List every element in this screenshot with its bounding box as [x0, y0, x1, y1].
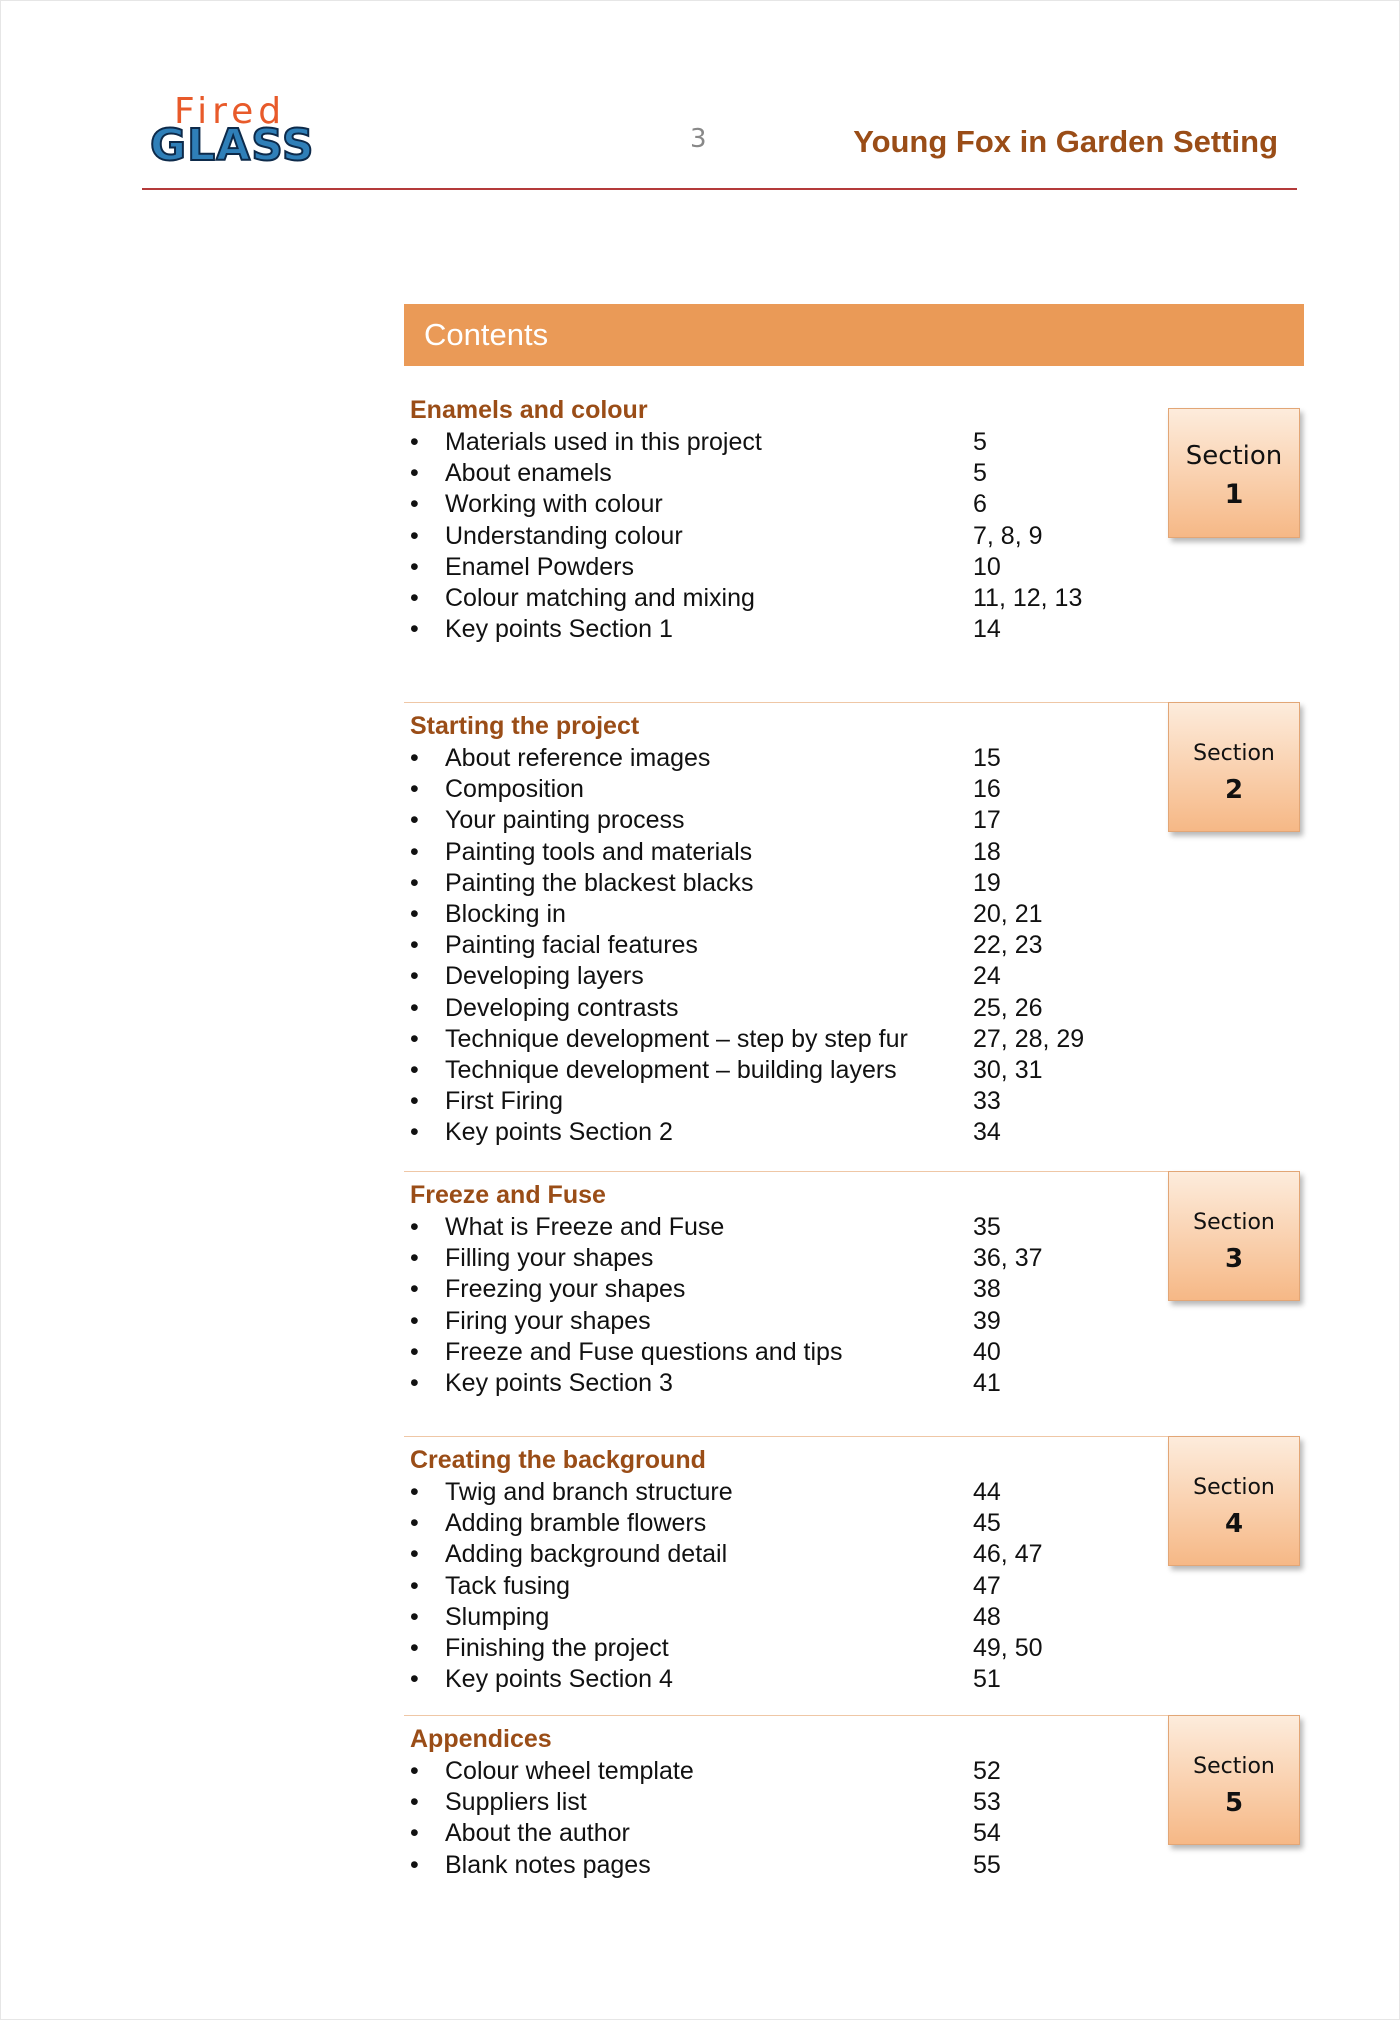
contents-banner — [404, 304, 1304, 366]
toc-entry — [410, 1756, 1150, 1787]
toc-entry-pages: 52 — [973, 1757, 1001, 1785]
bullet-icon: • — [410, 1337, 419, 1366]
toc-entry — [410, 961, 1150, 992]
bullet-icon: • — [410, 459, 419, 488]
toc-entry-pages: 17 — [973, 806, 1001, 835]
document-title: Young Fox in Garden Setting — [853, 124, 1278, 159]
toc-entry-label: Developing contrasts — [445, 993, 679, 1022]
bullet-icon: • — [410, 806, 419, 835]
toc-entry — [410, 1055, 1150, 1086]
toc-entry-pages: 33 — [973, 1087, 1001, 1116]
toc-entry-label: Enamel Powders — [445, 552, 634, 581]
toc-entry-label: About the author — [445, 1819, 630, 1848]
bullet-icon: • — [410, 1478, 419, 1506]
page-number: 3 — [690, 124, 707, 154]
bullet-icon: • — [410, 993, 419, 1022]
toc-entry-label: Suppliers list — [445, 1788, 587, 1817]
toc-entry-label: Key points Section 2 — [445, 1118, 673, 1147]
bullet-icon: • — [410, 1788, 419, 1817]
toc-entry-pages: 14 — [973, 615, 1001, 644]
toc-entry-pages: 30, 31 — [973, 1056, 1043, 1084]
toc-entry — [410, 614, 1150, 645]
toc-entry-label: First Firing — [445, 1087, 564, 1116]
toc-entry-pages: 24 — [973, 962, 1001, 991]
section-divider — [404, 702, 1184, 703]
toc-entry-pages: 40 — [973, 1337, 1001, 1366]
toc-entry-pages: 47 — [973, 1571, 1001, 1600]
toc-entry-label: Technique development – step by step fur — [445, 1024, 908, 1053]
toc-entry-label: About enamels — [445, 459, 612, 488]
toc-entry — [410, 837, 1150, 868]
toc-entry — [410, 1212, 1150, 1243]
bullet-icon: • — [410, 1306, 419, 1335]
toc-entry-pages: 19 — [973, 868, 1001, 897]
toc-entry-label: Freeze and Fuse questions and tips — [445, 1337, 843, 1366]
bullet-icon: • — [410, 1819, 419, 1848]
toc-entry — [410, 552, 1150, 583]
toc-entry — [410, 1243, 1150, 1274]
section-heading: Appendices — [410, 1725, 552, 1753]
bullet-icon: • — [410, 428, 419, 456]
toc-entry-pages: 44 — [973, 1478, 1001, 1506]
bullet-icon: • — [410, 1244, 419, 1273]
toc-entry-pages: 55 — [973, 1850, 1001, 1879]
toc-entry-label: Your painting process — [445, 806, 685, 835]
toc-entry — [410, 1368, 1150, 1399]
toc-entry — [410, 1024, 1150, 1055]
toc-entry-pages: 25, 26 — [973, 993, 1043, 1022]
toc-entry-pages: 7, 8, 9 — [973, 521, 1043, 550]
toc-entry-label: Developing layers — [445, 962, 644, 991]
section-number-box — [1168, 702, 1300, 832]
section-box-number: 5 — [1224, 1788, 1244, 1818]
toc-entry — [410, 805, 1150, 836]
toc-entry-pages: 54 — [973, 1819, 1001, 1848]
toc-entry — [410, 1508, 1150, 1539]
bullet-icon: • — [410, 775, 419, 804]
bullet-icon: • — [410, 1757, 419, 1785]
bullet-icon: • — [410, 615, 419, 644]
bullet-icon: • — [410, 1850, 419, 1879]
toc-entry-label: Filling your shapes — [445, 1244, 654, 1273]
toc-entry-pages: 35 — [973, 1213, 1001, 1241]
toc-entry-pages: 53 — [973, 1788, 1001, 1817]
toc-entry-pages: 5 — [973, 428, 987, 456]
toc-entry-pages: 49, 50 — [973, 1634, 1043, 1662]
toc-entry — [410, 1602, 1150, 1633]
section-number-box — [1168, 1436, 1300, 1566]
contents-title: Contents — [424, 317, 549, 352]
bullet-icon: • — [410, 1602, 419, 1631]
bullet-icon: • — [410, 868, 419, 897]
fired-glass-logo — [150, 92, 320, 172]
toc-entry — [410, 993, 1150, 1024]
toc-entry — [410, 1306, 1150, 1337]
toc-entry-pages: 20, 21 — [973, 900, 1043, 928]
toc-entry — [410, 1274, 1150, 1305]
toc-entry-pages: 15 — [973, 744, 1001, 772]
toc-entry-pages: 51 — [973, 1665, 1001, 1694]
section-number-box — [1168, 408, 1300, 538]
bullet-icon: • — [410, 1056, 419, 1084]
toc-entry-label: Technique development – building layers — [445, 1056, 897, 1084]
toc-entry-pages: 34 — [973, 1118, 1001, 1147]
toc-entry-pages: 10 — [973, 552, 1001, 581]
toc-entry-pages: 39 — [973, 1306, 1001, 1335]
bullet-icon: • — [410, 1509, 419, 1538]
section-box-number: 4 — [1224, 1509, 1244, 1539]
toc-entry-label: Understanding colour — [445, 521, 683, 550]
toc-entry-label: Tack fusing — [445, 1571, 571, 1600]
section-heading: Creating the background — [410, 1446, 706, 1474]
toc-entry — [410, 1086, 1150, 1117]
toc-entry — [410, 1633, 1150, 1664]
toc-entry-label: Firing your shapes — [445, 1306, 651, 1335]
section-heading: Freeze and Fuse — [410, 1181, 606, 1209]
toc-entry-label: Adding bramble flowers — [445, 1509, 707, 1538]
section-number-box — [1168, 1171, 1300, 1301]
toc-entry — [410, 583, 1150, 614]
toc-entry-label: Colour wheel template — [445, 1757, 694, 1785]
toc-entry — [410, 489, 1150, 520]
toc-entry — [410, 521, 1150, 552]
toc-entry-pages: 27, 28, 29 — [973, 1024, 1085, 1053]
toc-entry-label: Finishing the project — [445, 1634, 669, 1662]
toc-entry — [410, 930, 1150, 961]
toc-entry-label: Key points Section 1 — [445, 615, 673, 644]
toc-entry — [410, 1117, 1150, 1148]
toc-entry-label: Materials used in this project — [445, 428, 762, 456]
toc-entry-pages: 48 — [973, 1602, 1001, 1631]
toc-entry-label: Blank notes pages — [445, 1850, 651, 1879]
section-box-label: Section — [1193, 741, 1275, 766]
bullet-icon: • — [410, 931, 419, 960]
toc-entry — [410, 743, 1150, 774]
toc-entry-label: Composition — [445, 775, 584, 804]
bullet-icon: • — [410, 1024, 419, 1053]
toc-entry-label: What is Freeze and Fuse — [445, 1213, 725, 1241]
bullet-icon: • — [410, 490, 419, 519]
bullet-icon: • — [410, 1369, 419, 1397]
bullet-icon: • — [410, 1665, 419, 1694]
section-divider — [404, 1715, 1184, 1716]
toc-entry-label: Adding background detail — [445, 1540, 728, 1569]
toc-entry — [410, 427, 1150, 458]
bullet-icon: • — [410, 1540, 419, 1569]
logo-glass-text: GLASS — [150, 120, 315, 171]
logo-fired-text: Fired — [174, 91, 287, 132]
bullet-icon: • — [410, 962, 419, 991]
toc-entry-label: Painting the blackest blacks — [445, 868, 754, 897]
toc-entry — [410, 899, 1150, 930]
section-box-label: Section — [1193, 1210, 1275, 1235]
toc-entry-pages: 6 — [973, 490, 987, 519]
toc-entry-label: Colour matching and mixing — [445, 584, 755, 612]
toc-entry-pages: 41 — [973, 1369, 1001, 1397]
toc-entry — [410, 458, 1150, 489]
toc-entry-label: Blocking in — [445, 900, 566, 928]
toc-entry-pages: 46, 47 — [973, 1540, 1043, 1569]
toc-entry-label: Slumping — [445, 1602, 550, 1631]
toc-entry-label: Twig and branch structure — [445, 1478, 733, 1506]
toc-entry-label: Key points Section 4 — [445, 1665, 673, 1694]
toc-entry-pages: 11, 12, 13 — [973, 584, 1083, 612]
bullet-icon: • — [410, 521, 419, 550]
section-divider — [404, 1171, 1184, 1172]
bullet-icon: • — [410, 1634, 419, 1662]
toc-entry — [410, 1337, 1150, 1368]
section-number-box — [1168, 1715, 1300, 1845]
section-box-label: Section — [1193, 1475, 1275, 1500]
toc-entry — [410, 1664, 1150, 1695]
header-divider — [142, 188, 1297, 190]
toc-entry-pages: 18 — [973, 837, 1001, 866]
toc-entry — [410, 1477, 1150, 1508]
section-box-number: 3 — [1224, 1244, 1244, 1274]
toc-entry-label: Freezing your shapes — [445, 1275, 686, 1304]
bullet-icon: • — [410, 1275, 419, 1304]
toc-entry — [410, 1787, 1150, 1818]
toc-entry-pages: 5 — [973, 459, 987, 488]
toc-entry-label: About reference images — [445, 744, 711, 772]
section-heading: Enamels and colour — [410, 396, 648, 424]
toc-entry — [410, 1571, 1150, 1602]
toc-entry — [410, 1850, 1150, 1881]
toc-entry — [410, 868, 1150, 899]
bullet-icon: • — [410, 837, 419, 866]
bullet-icon: • — [410, 1571, 419, 1600]
toc-entry-label: Working with colour — [445, 490, 663, 519]
section-box-number: 2 — [1224, 775, 1244, 805]
toc-entry-label: Painting tools and materials — [445, 837, 753, 866]
bullet-icon: • — [410, 900, 419, 928]
section-box-label: Section — [1193, 1754, 1275, 1779]
toc-entry-pages: 22, 23 — [973, 931, 1043, 960]
section-box-label: Section — [1185, 441, 1283, 471]
bullet-icon: • — [410, 1118, 419, 1147]
toc-entry-label: Painting facial features — [445, 931, 698, 960]
toc-entry — [410, 1818, 1150, 1849]
bullet-icon: • — [410, 1087, 419, 1116]
toc-entry — [410, 774, 1150, 805]
section-divider — [404, 1436, 1184, 1437]
bullet-icon: • — [410, 584, 419, 612]
bullet-icon: • — [410, 744, 419, 772]
toc-entry-pages: 45 — [973, 1509, 1001, 1538]
toc-entry-pages: 16 — [973, 775, 1001, 804]
section-heading: Starting the project — [410, 712, 640, 740]
toc-entry — [410, 1539, 1150, 1570]
section-box-number: 1 — [1224, 479, 1244, 510]
toc-entry-pages: 36, 37 — [973, 1244, 1043, 1273]
bullet-icon: • — [410, 1213, 419, 1241]
toc-entry-pages: 38 — [973, 1275, 1001, 1304]
bullet-icon: • — [410, 552, 419, 581]
toc-entry-label: Key points Section 3 — [445, 1369, 673, 1397]
